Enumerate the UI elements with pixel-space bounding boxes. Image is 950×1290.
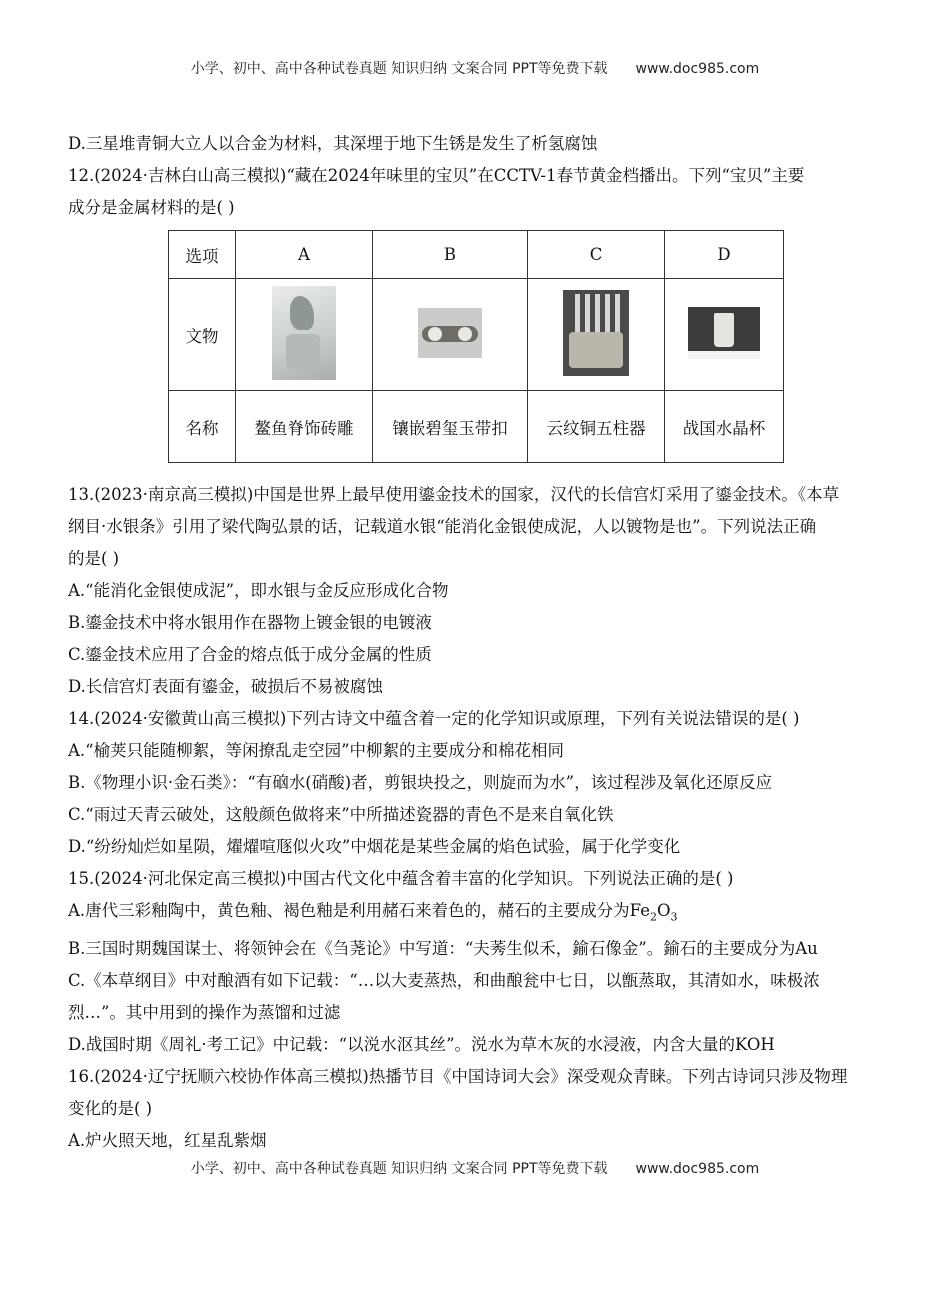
name-row-label: 名称 [169,391,236,463]
header-url[interactable]: www.doc985.com [635,61,760,77]
question-12 [68,160,886,463]
q16-stem-line2: 变化的是( ) [68,1099,153,1119]
question-14 [68,703,886,863]
q13-option-b: B.鎏金技术中将水银用作在器物上镀金银的电镀液 [68,613,432,632]
q15-option-c-line2: 烈…”。其中用到的操作为蒸馏和过滤 [68,1003,341,1023]
table-name-row [169,391,784,463]
header-cell-c: C [528,231,665,279]
belt-buckle-image [418,308,482,358]
q14-stem: 14.(2024·安徽黄山高三模拟)下列古诗文中蕴含着一定的化学知识或原理，下列有关说法错误的是( ) [68,709,800,728]
artifact-cell-c [528,279,665,391]
brick-carving-image [272,286,336,380]
crystal-cup-image [688,307,760,359]
footer-url[interactable]: www.doc985.com [635,1161,760,1177]
q16-option-a: A.炉火照天地，红星乱紫烟 [68,1131,267,1151]
artifact-cell-d [665,279,784,391]
q15-option-a: A.唐代三彩釉陶中，黄色釉、褐色釉是利用赭石来着色的，赭石的主要成分为$Fe_2O_3$ [68,901,678,924]
bronze-five-pillar-image [563,290,629,376]
footer-text: 小学、初中、高中各种试卷真题 知识归纳 文案合同 PPT等免费下载 [190,1161,608,1177]
q11-option-d: D.三星堆青铜大立人以合金为材料，其深埋于地下生锈是发生了析氢腐蚀 [68,134,598,153]
q13-option-c: C.鎏金技术应用了合金的熔点低于成分金属的性质 [68,645,432,664]
q14-option-a: A.“榆荚只能随柳絮，等闲撩乱走空园”中柳絮的主要成分和棉花相同 [68,741,565,760]
question-13 [68,479,886,703]
q15-option-c-line1: C.《本草纲目》中对酿酒有如下记载：“…以大麦蒸热，和曲酿瓮中七日，以甑蒸取，其清如水，味极浓 [68,971,820,991]
q12-options-table [168,230,784,463]
q13-stem-line3: 的是( ) [68,549,120,568]
question-16 [68,1061,886,1157]
q13-stem-line2: 纲目·水银条》引用了梁代陶弘景的话，记载道水银“能消化金银使成泥，人以镀物是也”。下列说法正确 [68,517,817,536]
artifact-cell-b [373,279,528,391]
page-content [68,128,886,1157]
q14-option-c: C.“雨过天青云破处，这般颜色做将来”中所描述瓷器的青色不是来自氧化铁 [68,805,614,824]
artifact-row-label: 文物 [169,279,236,391]
page-header [0,58,950,78]
question-15 [68,863,886,1061]
name-cell-c: 云纹铜五柱器 [528,391,665,463]
q16-stem-line1: 16.(2024·辽宁抚顺六校协作体高三模拟)热播节目《中国诗词大会》深受观众青睐。下列古诗词只涉及物理 [68,1067,848,1087]
q15-option-b: B.三国时期魏国谋士、将领钟会在《刍荛论》中写道：“夫莠生似禾，鍮石像金”。鍮石的主要成分为Au [68,939,818,959]
q13-stem-line1: 13.(2023·南京高三模拟)中国是世界上最早使用鎏金技术的国家，汉代的长信宫灯采用了鎏金技术。《本草 [68,485,840,504]
q15-option-d: D.战国时期《周礼·考工记》中记载：“以涚水沤其丝”。涚水为草木灰的水浸液，内含大量的KOH [68,1035,775,1055]
header-cell-d: D [665,231,784,279]
artifact-cell-a [236,279,373,391]
q15-stem: 15.(2024·河北保定高三模拟)中国古代文化中蕴含着丰富的化学知识。下列说法正确的是( ) [68,869,734,888]
q13-option-d: D.长信宫灯表面有鎏金，破损后不易被腐蚀 [68,677,383,696]
q12-stem-line1: 12.(2024·吉林白山高三模拟)“藏在2024年味里的宝贝”在CCTV-1春节黄金档播出。下列“宝贝”主要 [68,166,805,185]
q14-option-b: B.《物理小识·金石类》：“有硇水(硝酸)者，剪银块投之，则旋而为水”，该过程涉及氧化还原反应 [68,773,773,792]
name-cell-b: 镶嵌碧玺玉带扣 [373,391,528,463]
q14-option-d: D.“纷纷灿烂如星陨，燿燿喧豗似火攻”中烟花是某些金属的焰色试验，属于化学变化 [68,837,681,856]
table-header-row [169,231,784,279]
name-cell-d: 战国水晶杯 [665,391,784,463]
header-cell-b: B [373,231,528,279]
q13-option-a: A.“能消化金银使成泥”，即水银与金反应形成化合物 [68,581,449,600]
q12-stem-line2: 成分是金属材料的是( ) [68,198,235,217]
page-footer [0,1158,950,1178]
header-cell-a: A [236,231,373,279]
header-text: 小学、初中、高中各种试卷真题 知识归纳 文案合同 PPT等免费下载 [190,61,608,77]
header-cell-option: 选项 [169,231,236,279]
name-cell-a: 鳌鱼脊饰砖雕 [236,391,373,463]
table-artifact-row [169,279,784,391]
